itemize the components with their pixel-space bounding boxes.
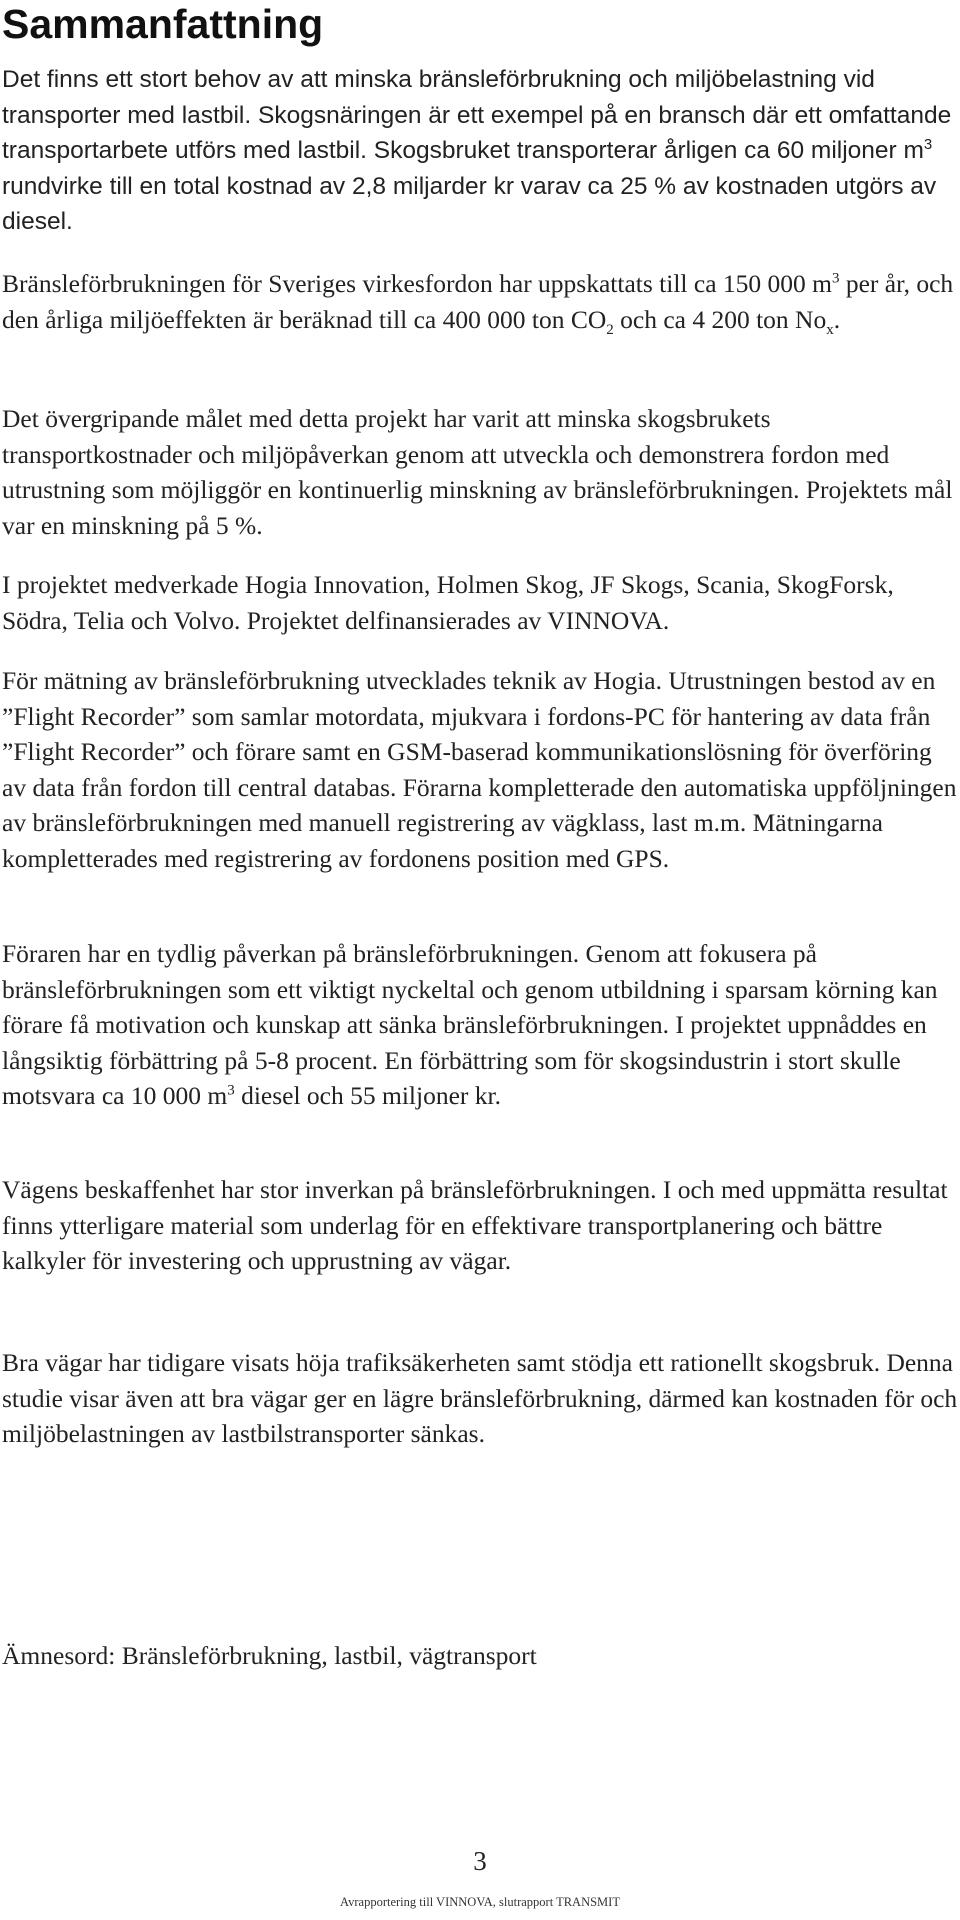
paragraph-fuel-consumption	[2, 266, 958, 337]
paragraph-good-roads: Bra vägar har tidigare visats höja trafiksäkerheten samt stödja ett rationellt skogsbruk. Denna studie visar även att bra vägar ger en lägre bränsleförbrukning, därmed kan kostnaden för och miljöbelastningen av lastbilstransporter sänkas.	[2, 1348, 958, 1448]
paragraph-fuel-text-3: och ca 4 200 ton No	[613, 304, 827, 334]
paragraph-driver-text-2: diesel och 55 miljoner kr.	[234, 1081, 501, 1110]
paragraph-fuel-text-4: .	[833, 304, 841, 334]
paragraph-road-condition: Vägens beskaffenhet har stor inverkan på bränsleförbrukningen. I och med uppmätta resultat finns ytterligare material som underlag för en effektivare transportplanering och bättre kalkyler för investering och upprustning av vägar.	[2, 1175, 948, 1275]
superscript-3: 3	[227, 1082, 235, 1099]
subscript-x: x	[826, 321, 834, 338]
paragraph-driver-text: Föraren har en tydlig påverkan på bränsleförbrukningen. Genom att fokusera på bränsleförbrukningen som ett viktigt nyckeltal och genom utbildning i sparsam körning kan förare få motivation och kunskap att sänka bränsleförbrukningen. I projektet uppnåddes en långsiktig förbättring på 5-8 procent. En förbättring som för skogsindustrin i stort skulle motsvara ca 10 000 m	[2, 939, 938, 1110]
paragraph-intro	[2, 62, 958, 240]
paragraph-fuel-text-2: per år, och den årliga miljöeffekten är beräknad till ca 400 000 ton CO	[2, 269, 954, 334]
paragraph-participants: I projektet medverkade Hogia Innovation, Holmen Skog, JF Skogs, Scania, SkogForsk, Södra, Telia och Volvo. Projektet delfinansierades av VINNOVA.	[2, 570, 894, 635]
page-footer: Avrapportering till VINNOVA, slutrapport TRANSMIT	[340, 1895, 620, 1909]
paragraph-intro-text-2: Skogsbruket transporterar årligen ca 60 miljoner m	[373, 137, 924, 164]
page-number: 3	[473, 1846, 487, 1876]
paragraph-fuel-text: Bränsleförbrukningen för Sveriges virkesfordon har uppskattats till ca 150 000 m	[2, 269, 832, 298]
superscript-3: 3	[831, 270, 840, 287]
page-title: Sammanfattning	[2, 1, 324, 47]
paragraph-measurement: För mätning av bränsleförbrukning utvecklades teknik av Hogia. Utrustningen bestod av en ”Flight Recorder” som samlar motordata, mjukvara i fordons-PC för hantering av data från ”Flight Recorder” och förare samt en GSM-baserad kommunikationslösning för överföring av data från fordon till central databas. Förarna kompletterade den automatiska uppföljningen av bränsleförbrukningen med manuell registrering av vägklass, last m.m. Mätningarna kompletterades med registrering av fordonens position med GPS.	[2, 666, 957, 873]
paragraph-driver	[2, 936, 958, 1114]
superscript-3: 3	[923, 135, 933, 153]
paragraph-goal: Det övergripande målet med detta projekt har varit att minska skogsbrukets transportkostnader och miljöpåverkan genom att utveckla och demonstrera fordon med utrustning som möjliggör en kontinuerlig minskning av bränsleförbrukningen. Projektets mål var en minskning på 5 %.	[2, 404, 953, 540]
paragraph-intro-text-3: rundvirke till en total kostnad av 2,8 miljarder kr varav ca 25 % av kostnaden utgörs av diesel.	[2, 172, 937, 235]
subscript-2: 2	[606, 321, 614, 338]
paragraph-intro-text: Det finns ett stort behov av att minska bränsleförbrukning och miljöbelastning vid transporter med lastbil. Skogsnäringen är ett exempel på en bransch där ett omfattande transportarbete utförs med lastbil.	[2, 66, 952, 164]
keywords: Ämnesord: Bränsleförbrukning, lastbil, vägtransport	[2, 1641, 537, 1670]
